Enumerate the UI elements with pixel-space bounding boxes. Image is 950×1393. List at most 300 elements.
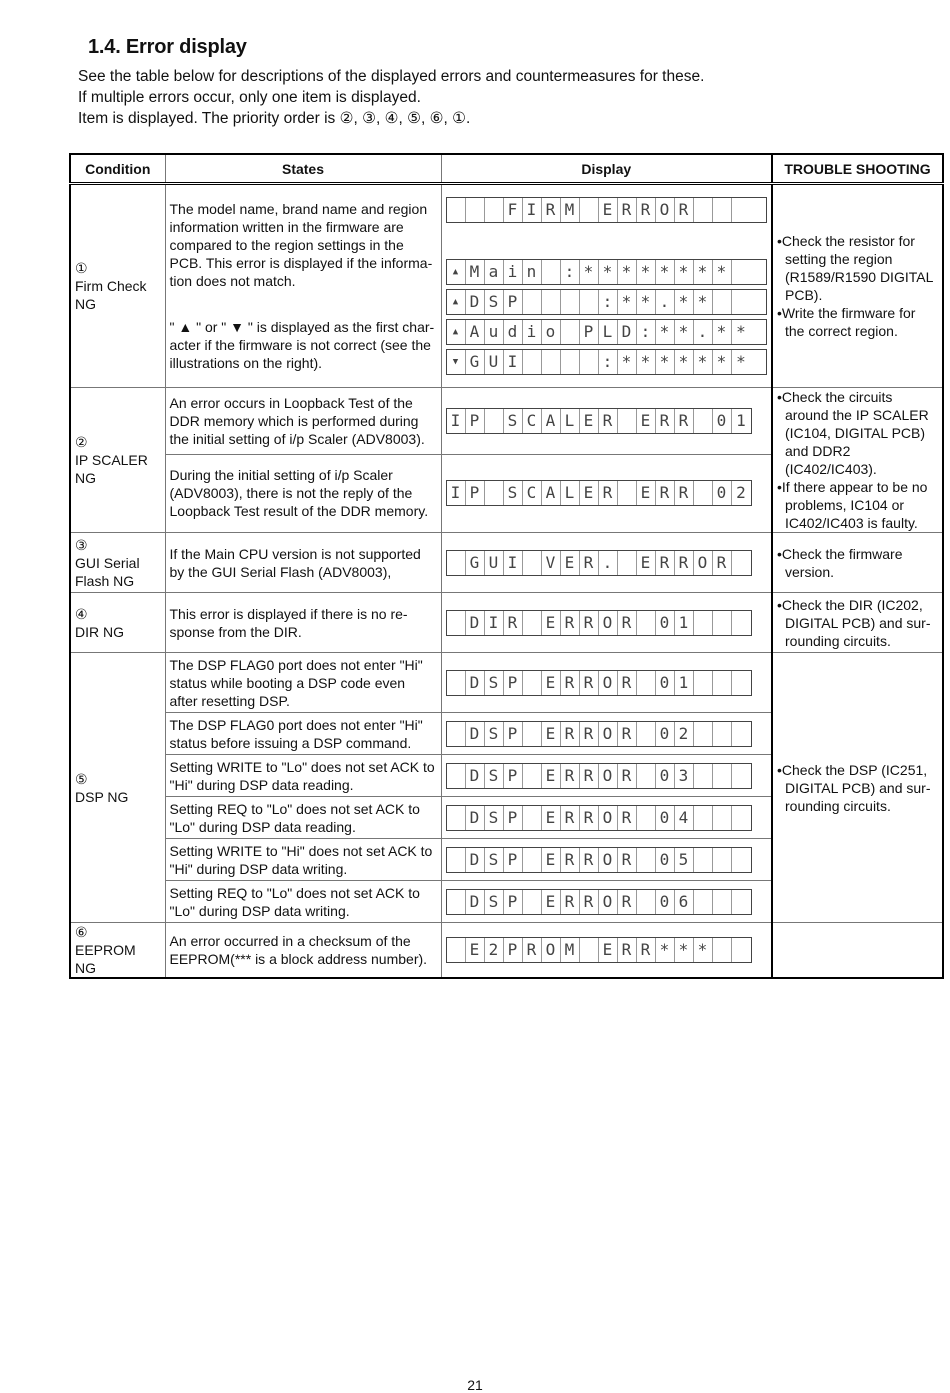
lcd-char: L: [599, 320, 618, 344]
lcd-char: *: [675, 290, 694, 314]
condition-cell: [70, 388, 165, 533]
lcd-char: E: [580, 409, 599, 433]
lcd-char: P: [504, 290, 523, 314]
condition-number: ③: [75, 536, 88, 553]
lcd-char: A: [466, 320, 485, 344]
lcd-char: E: [599, 198, 618, 222]
lcd-char: u: [485, 320, 504, 344]
state-text: This error is displayed if there is no re-sponse from the DIR.: [165, 593, 441, 653]
lcd-char: S: [504, 481, 523, 505]
lcd-display: [446, 937, 752, 963]
lcd-char: S: [485, 806, 504, 830]
lcd-char: *: [675, 350, 694, 374]
condition-label: DIR NG: [75, 623, 124, 640]
lcd-char: R: [675, 551, 694, 575]
condition-number: ④: [75, 605, 88, 622]
lcd-char: R: [504, 611, 523, 635]
lcd-char: [485, 481, 504, 505]
lcd-char: *: [637, 290, 656, 314]
lcd-char: *: [637, 260, 656, 284]
lcd-char: [523, 722, 542, 746]
lcd-char: [713, 290, 732, 314]
lcd-char: R: [580, 671, 599, 695]
lcd-char: *: [675, 320, 694, 344]
lcd-char: [561, 320, 580, 344]
lcd-char: O: [542, 938, 561, 962]
lcd-char: P: [466, 481, 485, 505]
lcd-char: R: [618, 890, 637, 914]
lcd-display: [446, 610, 752, 636]
lcd-char: [447, 806, 466, 830]
lcd-char: P: [504, 848, 523, 872]
state-text: Setting WRITE to "Lo" does not set ACK to "Hi" during DSP data reading.: [165, 755, 441, 797]
lcd-char: O: [599, 671, 618, 695]
display-cell: [441, 797, 772, 839]
lcd-char: [713, 806, 732, 830]
lcd-char: S: [485, 671, 504, 695]
lcd-char: .: [656, 290, 675, 314]
display-cell: [441, 388, 772, 455]
lcd-char: [713, 198, 732, 222]
lcd-char: R: [618, 722, 637, 746]
header-condition: Condition: [70, 154, 165, 184]
lcd-char: 0: [656, 890, 675, 914]
lcd-char: C: [523, 409, 542, 433]
lcd-char: [466, 198, 485, 222]
lcd-char: P: [504, 890, 523, 914]
lcd-char: R: [599, 481, 618, 505]
condition-cell: [70, 593, 165, 653]
lcd-char: 2: [675, 722, 694, 746]
lcd-display: [446, 847, 752, 873]
table-row: [70, 923, 943, 979]
lcd-char: G: [466, 350, 485, 374]
error-table: [69, 153, 944, 979]
lcd-char: R: [618, 671, 637, 695]
lcd-char: R: [675, 409, 694, 433]
lcd-char: [732, 938, 751, 962]
lcd-char: [523, 551, 542, 575]
lcd-char: [694, 481, 713, 505]
lcd-char: [447, 671, 466, 695]
lcd-char: R: [637, 938, 656, 962]
state-text: During the initial setting of i/p Scaler (ADV8003), there is not the reply of the Loopback Test result of the DDR memory.: [165, 454, 441, 532]
lcd-char: R: [561, 806, 580, 830]
display-cell: [441, 713, 772, 755]
lcd-char: R: [561, 848, 580, 872]
lcd-char: S: [504, 409, 523, 433]
lcd-char: E: [580, 481, 599, 505]
state-text: Setting WRITE to "Hi" does not set ACK to "Hi" during DSP data writing.: [165, 839, 441, 881]
lcd-char: 0: [713, 481, 732, 505]
lcd-char: I: [504, 551, 523, 575]
lcd-char: [732, 890, 751, 914]
lcd-display: [446, 408, 752, 434]
display-cell: [441, 653, 772, 713]
state-text: An error occurs in Loopback Test of the DDR memory which is performed during the initial setting of i/p Scaler (ADV8003).: [165, 388, 441, 455]
lcd-char: I: [447, 409, 466, 433]
lcd-char: O: [599, 890, 618, 914]
trouble-item: •Check the circuits around the IP SCALER (IC104, DIGITAL PCB) and DDR2 (IC402/IC403).: [777, 389, 929, 477]
lcd-char: [694, 198, 713, 222]
lcd-char: 3: [675, 764, 694, 788]
lcd-char: R: [618, 611, 637, 635]
lcd-char: *: [656, 938, 675, 962]
trouble-item: •Check the resistor for setting the region (R1589/R1590 DIGITAL PCB).: [777, 233, 933, 303]
condition-label: GUI Serial Flash NG: [75, 554, 140, 589]
lcd-char: I: [504, 350, 523, 374]
table-row: [70, 593, 943, 653]
trouble-cell: [772, 184, 943, 388]
lcd-char: R: [656, 551, 675, 575]
lcd-char: R: [618, 938, 637, 962]
lcd-char: [713, 890, 732, 914]
lcd-char: [618, 481, 637, 505]
page-number: 21: [467, 1377, 483, 1393]
header-trouble: TROUBLE SHOOTING: [772, 154, 943, 184]
display-cell: [441, 593, 772, 653]
lcd-char: U: [485, 350, 504, 374]
state-text: The DSP FLAG0 port does not enter "Hi" status while booting a DSP code even after resetting DSP.: [165, 653, 441, 713]
lcd-char: M: [561, 198, 580, 222]
section-title: 1.4. Error display: [88, 36, 247, 58]
lcd-char: [580, 198, 599, 222]
lcd-char: S: [485, 848, 504, 872]
lcd-char: O: [599, 806, 618, 830]
lcd-char: A: [542, 481, 561, 505]
lcd-char: *: [637, 350, 656, 374]
lcd-display: [446, 889, 752, 915]
display-cell: [441, 755, 772, 797]
lcd-char: 2: [736, 483, 746, 503]
lcd-char: [447, 198, 466, 222]
lcd-char: *: [599, 260, 618, 284]
lcd-char: D: [466, 290, 485, 314]
lcd-char: R: [561, 890, 580, 914]
lcd-char: *: [656, 350, 675, 374]
lcd-char: R: [580, 848, 599, 872]
lcd-char: I: [523, 198, 542, 222]
lcd-char: [542, 260, 561, 284]
lcd-char: 1: [736, 410, 746, 430]
lcd-char: P: [580, 320, 599, 344]
condition-cell: [70, 923, 165, 979]
lcd-char: [694, 806, 713, 830]
table-row: [70, 533, 943, 593]
lcd-char: *: [618, 290, 637, 314]
lcd-char: 1: [675, 671, 694, 695]
display-cell: [441, 454, 772, 532]
lcd-char: [732, 722, 751, 746]
trouble-cell: [772, 923, 943, 979]
lcd-char: i: [523, 320, 542, 344]
trouble-item: •Write the firmware for the correct region.: [777, 305, 916, 339]
lcd-char: [580, 350, 599, 374]
lcd-char: [637, 806, 656, 830]
lcd-char: *: [580, 260, 599, 284]
lcd-char: *: [713, 260, 732, 284]
lcd-char: D: [466, 848, 485, 872]
lcd-char: [637, 611, 656, 635]
lcd-char: [732, 848, 751, 872]
lcd-char: 1: [675, 611, 694, 635]
lcd-char: R: [713, 551, 732, 575]
lcd-char: [447, 611, 466, 635]
display-cell: [441, 533, 772, 593]
lcd-char: R: [618, 848, 637, 872]
lcd-char: E: [637, 481, 656, 505]
lcd-char: .: [599, 551, 618, 575]
lcd-char: D: [466, 890, 485, 914]
lcd-char: F: [504, 198, 523, 222]
lcd-char: O: [656, 198, 675, 222]
lcd-char: [523, 350, 542, 374]
lcd-char: R: [675, 481, 694, 505]
lcd-char: I: [447, 481, 466, 505]
lcd-char: 0: [656, 671, 675, 695]
lcd-char: [694, 848, 713, 872]
lcd-char: [561, 290, 580, 314]
state-text: The DSP FLAG0 port does not enter "Hi" status before issuing a DSP command.: [165, 713, 441, 755]
trouble-item: •Check the DIR (IC202, DIGITAL PCB) and sur-rounding circuits.: [777, 596, 931, 649]
lcd-char: *: [736, 352, 746, 371]
lcd-char: E: [637, 409, 656, 433]
lcd-char: :: [599, 350, 618, 374]
lcd-char: R: [618, 764, 637, 788]
lcd-char: L: [561, 409, 580, 433]
lcd-char: P: [504, 671, 523, 695]
lcd-char: E: [599, 938, 618, 962]
lcd-char: *: [675, 260, 694, 284]
lcd-char: [618, 409, 637, 433]
lcd-char: D: [466, 671, 485, 695]
lcd-char: [732, 260, 751, 284]
lcd-char: [713, 764, 732, 788]
condition-label: Firm Check NG: [75, 278, 147, 312]
condition-label: EEPROM NG: [75, 942, 136, 976]
lcd-char: [618, 551, 637, 575]
lcd-char: R: [656, 481, 675, 505]
lcd-char: O: [599, 722, 618, 746]
lcd-char: R: [580, 890, 599, 914]
lcd-char: 2: [485, 938, 504, 962]
lcd-char: ▲: [447, 290, 466, 314]
lcd-char: ▼: [447, 350, 466, 374]
lcd-display: [446, 349, 768, 375]
display-cell: [441, 923, 772, 979]
lcd-char: [447, 764, 466, 788]
lcd-char: R: [542, 198, 561, 222]
lcd-char: D: [618, 320, 637, 344]
table-row: [70, 388, 943, 455]
lcd-char: [542, 290, 561, 314]
trouble-item: •Check the DSP (IC251, DIGITAL PCB) and sur-rounding circuits.: [777, 761, 931, 814]
condition-cell: [70, 533, 165, 593]
lcd-char: P: [504, 938, 523, 962]
lcd-char: D: [466, 722, 485, 746]
lcd-char: [713, 848, 732, 872]
lcd-char: R: [618, 198, 637, 222]
lcd-char: 0: [656, 722, 675, 746]
state-text: Setting REQ to "Lo" does not set ACK to "Lo" during DSP data writing.: [165, 881, 441, 923]
condition-number: ⑤: [75, 770, 88, 787]
lcd-char: [713, 722, 732, 746]
trouble-item: •If there appear to be no problems, IC104 or IC402/IC403 is faulty.: [777, 479, 928, 531]
lcd-char: i: [504, 260, 523, 284]
lcd-char: E: [637, 551, 656, 575]
lcd-display: [446, 763, 752, 789]
lcd-char: *: [694, 938, 713, 962]
lcd-char: E: [542, 611, 561, 635]
lcd-char: R: [599, 409, 618, 433]
lcd-char: P: [504, 806, 523, 830]
lcd-char: S: [485, 890, 504, 914]
display-cell: [441, 839, 772, 881]
lcd-display: [446, 319, 768, 345]
lcd-char: E: [542, 671, 561, 695]
lcd-char: E: [542, 890, 561, 914]
table-header-row: [70, 154, 943, 184]
states-cell: [165, 184, 441, 388]
lcd-char: ▲: [447, 320, 466, 344]
lcd-char: [542, 350, 561, 374]
display-cell: [441, 184, 772, 388]
lcd-char: 4: [675, 806, 694, 830]
lcd-char: *: [713, 320, 732, 344]
lcd-char: [523, 890, 542, 914]
lcd-display: [446, 197, 768, 223]
lcd-char: [523, 848, 542, 872]
lcd-char: E: [542, 848, 561, 872]
state-text: Setting REQ to "Lo" does not set ACK to "Lo" during DSP data reading.: [165, 797, 441, 839]
lcd-char: [732, 198, 751, 222]
lcd-char: :: [561, 260, 580, 284]
lcd-char: 0: [656, 806, 675, 830]
lcd-char: *: [675, 938, 694, 962]
lcd-char: D: [466, 806, 485, 830]
lcd-char: [523, 764, 542, 788]
lcd-char: *: [694, 350, 713, 374]
lcd-char: C: [523, 481, 542, 505]
lcd-char: R: [580, 611, 599, 635]
trouble-item: •Check the firmware version.: [777, 545, 903, 580]
lcd-display: [446, 805, 752, 831]
lcd-char: *: [656, 320, 675, 344]
lcd-char: R: [656, 409, 675, 433]
lcd-char: V: [542, 551, 561, 575]
state-text: " ▲ " or " ▼ " is displayed as the first char-acter if the firmware is not correct (see the illustrations on the right).: [169, 319, 435, 371]
lcd-char: [637, 671, 656, 695]
lcd-char: 0: [656, 611, 675, 635]
lcd-char: D: [466, 764, 485, 788]
lcd-char: 0: [656, 848, 675, 872]
intro-line-1: See the table below for descriptions of the displayed errors and countermeasures for these.: [78, 68, 705, 85]
lcd-char: R: [561, 671, 580, 695]
lcd-char: M: [466, 260, 485, 284]
intro-text: [78, 66, 704, 129]
lcd-char: [694, 890, 713, 914]
lcd-char: *: [618, 350, 637, 374]
trouble-cell: [772, 533, 943, 593]
lcd-char: O: [694, 551, 713, 575]
lcd-char: E: [561, 551, 580, 575]
condition-number: ②: [75, 434, 88, 450]
lcd-char: [732, 551, 751, 575]
lcd-char: [447, 551, 466, 575]
lcd-char: [732, 290, 751, 314]
lcd-display: [446, 289, 768, 315]
lcd-char: [447, 722, 466, 746]
lcd-char: L: [561, 481, 580, 505]
lcd-char: R: [561, 764, 580, 788]
lcd-char: P: [504, 722, 523, 746]
lcd-char: A: [542, 409, 561, 433]
trouble-cell: [772, 653, 943, 923]
lcd-char: [523, 611, 542, 635]
lcd-char: [732, 806, 751, 830]
lcd-char: M: [561, 938, 580, 962]
lcd-char: [694, 722, 713, 746]
lcd-char: R: [580, 551, 599, 575]
lcd-char: [713, 938, 732, 962]
lcd-char: n: [523, 260, 542, 284]
state-text: An error occurred in a checksum of the EEPROM(*** is a block address number).: [165, 923, 441, 979]
lcd-char: E: [542, 722, 561, 746]
lcd-char: d: [504, 320, 523, 344]
state-text: If the Main CPU version is not supported by the GUI Serial Flash (ADV8003),: [165, 533, 441, 593]
lcd-char: :: [599, 290, 618, 314]
lcd-char: [637, 890, 656, 914]
lcd-display: [446, 259, 768, 285]
lcd-char: [694, 671, 713, 695]
lcd-char: R: [580, 806, 599, 830]
lcd-char: o: [542, 320, 561, 344]
lcd-char: a: [485, 260, 504, 284]
condition-cell: [70, 653, 165, 923]
lcd-char: [523, 671, 542, 695]
lcd-char: *: [713, 350, 732, 374]
lcd-char: R: [580, 722, 599, 746]
lcd-display: [446, 480, 752, 506]
lcd-display: [446, 670, 752, 696]
condition-number: ①: [75, 260, 88, 276]
lcd-char: D: [466, 611, 485, 635]
lcd-char: S: [485, 722, 504, 746]
lcd-char: [580, 938, 599, 962]
lcd-char: [637, 722, 656, 746]
lcd-char: [732, 611, 751, 635]
lcd-char: [713, 611, 732, 635]
lcd-char: R: [675, 198, 694, 222]
lcd-char: 0: [713, 409, 732, 433]
lcd-char: G: [466, 551, 485, 575]
lcd-char: [580, 290, 599, 314]
lcd-char: .: [694, 320, 713, 344]
header-display: Display: [441, 154, 772, 184]
lcd-char: P: [504, 764, 523, 788]
lcd-char: 5: [675, 848, 694, 872]
lcd-char: E: [466, 938, 485, 962]
lcd-char: R: [618, 806, 637, 830]
lcd-char: ▲: [447, 260, 466, 284]
lcd-char: 0: [656, 764, 675, 788]
lcd-char: S: [485, 290, 504, 314]
lcd-char: *: [736, 322, 746, 341]
intro-line-2: If multiple errors occur, only one item is displayed.: [78, 89, 421, 106]
lcd-display: [446, 550, 752, 576]
lcd-char: U: [485, 551, 504, 575]
lcd-char: R: [561, 611, 580, 635]
